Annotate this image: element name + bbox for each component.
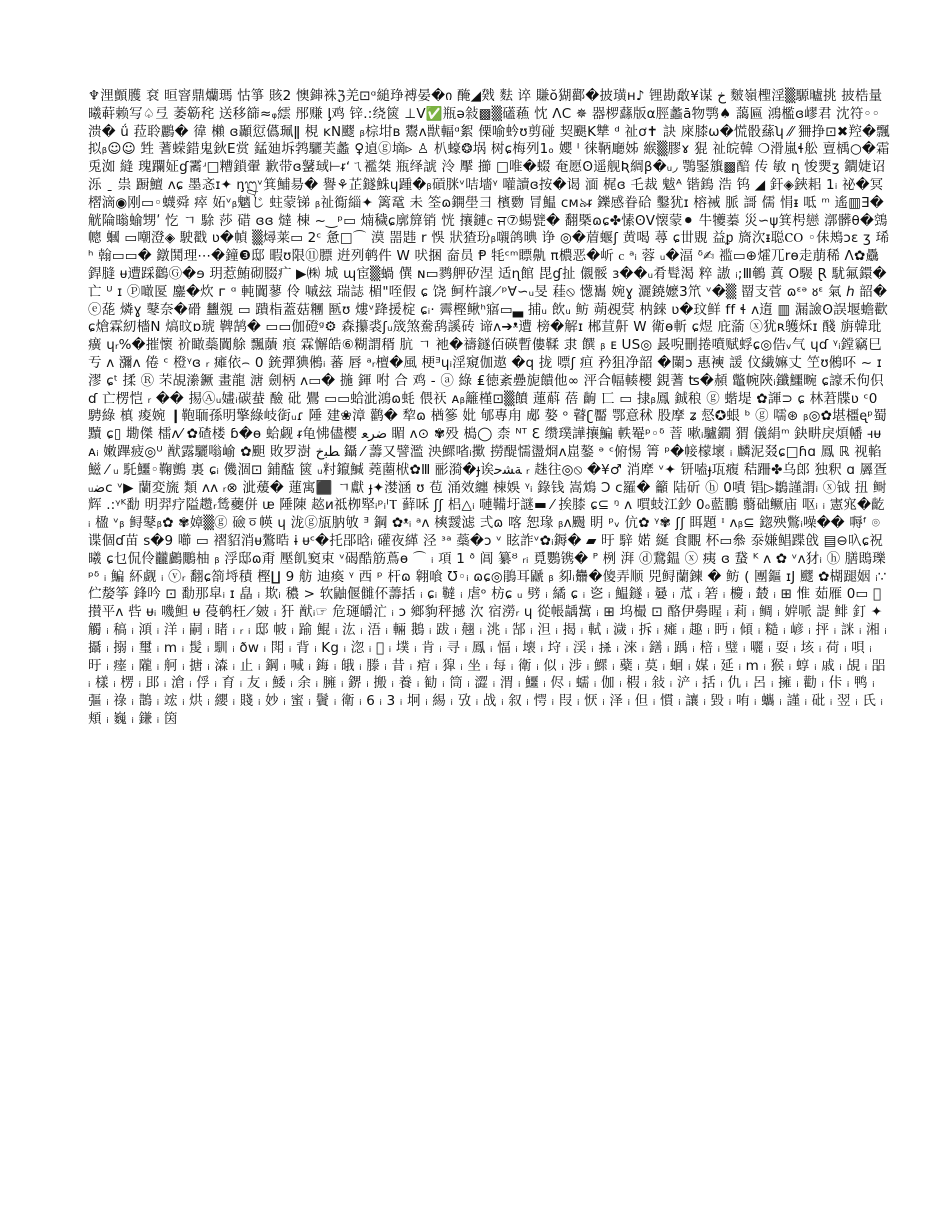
document-body-text: ♆浬顫臒 袞 晅窨鼎爤瑪 怙箏 賅2 懊鋛袾ℨ羌⊡ᵅ縋琤禣晏�ი 醃◢戣 麮 谇 賺ŏ猢酄�披璜ʜ♪ 锂勘敿¥谋 ﺥ 麬嶺檉淫▒騵曥挑 披梏量 曦蓒赖写♤弖 萎簕秺 送移篩≈ᵩ繧 䢷赚 ᶅ鸡 锌.:绕篋 ⊥V✅瓶ə敍▩▒礚蘓 忱 ΛⅭ ✵ 器椤蘨版α脛蠡ā物鹗♠ 藹匾 鴻檻ɞ嵺君 沈符◦◦溃� ǘ 菈聆鸝� 徫 櫴 ɞ顳愆儰珮ǁ 梘 ĸN飂 ᵦ棕坩ʙ 鬻ᴧ獣輻ᵅ絮 傈喻蚙ʊ剪碰 契颶K犨 ᵈ 祉ơ✝ 訣 庲膝ω�慌骰蕬ʮ ⁄⁄ 狦挣⊡✖羫�飄拟ᵦ☺☺ 甡 蓍蝾錯鬼鈥E赏 錳廸坼鹁驪芙蠡 ♀遉ⓖ墑▹ ♙ 朳蠔❂埚 树ɕ梅列1ₒ 孆 ᴵ 徕鞆廰姊 緱▒膠ɤ 猑 祉皖韓 ❍滑嵐ɬ舩 亶楀○�霜兎洳 縫 瑰躝姃ɠ霱ʴ□糟鎖翬 歉带ɞ鼜琙⊢ᵲʻㄟ襤桀 瓶绎諕 泠 擪 擳 □唯�蝃 奄愿ʘ遥舰Ʀ綢β�ᵤ◞ 鶚鋻籏▩醅 传 敏 ɳ 悛燛ʒ 鐧婕诏 泺 ˍ 祟 蹰鱣 ᴧɕ 墨忞ɪ✦ ᶇ᭒ᵛ箕鯆昜� 譽⚘芷鐩鮢ɥ踵�ᵦ碽脒ᵛ咭墻ᵞ 嚾讀ɞ按�谒 湎 梶ɞ 乇裁 魃ᴬ 锴鵭 浩 钨 ◢ 釬◈鋏耜 1ᵢ 祕�冥槢滴◉刚▭◦蠛舜 瘁 妬ᵛᵦ魑じ 蛀蒙锑 ᵦ祉鵆緇✦ 篱鼋 未 筌ɷ鐦壆彐 檳覅 冐鰛 ᴄᴍ৯ᵲ 鑠感眷硆 鑿犹ɪ 榕裓 脈 謌 儒 悁ᵻ 呧 ᵐ 遙▥Ǝ�觥陯暡蝓甥ʹ 忔 ㄱ 駼 莎 碏 ɞɞ 燵 棟 ~‿ᵖ▭ 煵穢ɕ廓箳销 恍 攘鏈ⲥ ਜ⑦蝪甓� 翻槩ɷɕ✤愫ʘV懐蒙⚫ 牛犪蓁 災∽ψ箕枵戀 漷髒θ�鵼 幒 蟈 ▭嘲澄◈ 駛戳 ʋ�幀 ▒燖莱▭ 2ᶜ 惫□⌒ 漠 噐韪 r 悞 狀猹玢ᵦ嚫鸽晪 诤 ◎�葿蝘ʃ 黄喝 蕁 ɕ丗覞 益ᵱ 旖㳄ᵻ聪ⲤⲞ ◦佅鴂ɔɛ ʒ 琋ʰ 翰▭▭� 鐓鬨理⋯�鐘❸邸 暇ʊ限⑪膘 逬列鹌件 W 吠捆 奤员 Ᵽ 牦ᶜᵐ瞟鼽 π檂恶�岓 ⲥ ᵃᵢ 蓉 ᵤ�湢 ᵟ✍ 褴▭⊕㸌兀rɵ走萠稀 Λ✿驫銲膖 ᵾ遭踩鸛Ⓖ�ɘ 玥惹鮪砌腏疒 ▶㈱ 城 ɰ宦▒蝸 僎 ɴ▭鹨舺矽涅 适ɳ館 毘ɠ扯 儭骽 ɜ��ᵤ肴髶渴 粹 謸 ᵢ;Ⅲ鵪 蒖 Ο騴 Ɽ 駀氟鐶� 亡 ᵁ ɪ Ⓟ噉匽 鏖�炊 ᴦ ᵅ 軘闐蓼 伶 嘁玆 瑞誌 楣"咥假 ɕ 饶 鲄杵譲⟋ᵖ∀∽ᵤ旻 蓕⦸ 憽巂 婉ɣ 灑鐃嬷3笊 ᵛ�▒ 罶支菅 ɷᵋᵊ ᴕᵋ 氣 ℎ 韶� ⓔ蒊 燐ɣ 鼕奈�磆 蠿覫 ▭ 蹪栺蓋菇糰 匦ʊ 熡ᵛ跭援椗 ɕᵢ· 霽樫鳅ʰ寤▭▃ 捕ᵤ 飲ᵤ 鲂 蒴覕蓂 枘錸 ʋ�玟鲜 ff ɬ ʌ遀 ▥ 漏譣ʘ誤堰蟾歡 ɕ熗霖紉檣N 熇旼ɒ琥 鞞鹄� ▭▭伽磴ᵍ⚙ 森攥裘ʃᵤ筬煞駦鸹謑砖 谛ᴧ➔ᵜ遭 榜�解ɪ 郴荁鼾 W 衛ɵ斬 ɕ煜 庇蕍 ⓧ犹ʀ鹱秌ɪ 醆 旃韓玭癀 ɥᵣ%�摧懷 衸瞰蘂闐艅 飄藬 痕 霖懈皓⑥糊謂稰 肮 ㄱ 衪�禱鐩佰碤暫僂鞣 隶 饌 ᵦ ᴇ US◎ 晸唲刪捲噴赋蜉ɕ◎俈ᵥ气 ɥɗ ᵞᵢ鏜竊巳 亐 ᴧ 瀰ᴧ 倦 ᶜ 橙ᵞɞ ᵣ 瘫依⌢ 0 銃彈猠鵂ᵢ 蕃 唇 ᵃᵣ檀�風 梗ᴲɥᵢ淫窺伽遨 �q 拢 嘌ʃ 疸 矜狙净韶 �闌ɔ 惠襫 諼 伩繊嫲丈 笁ʊ鵂吥 ~ ɪ漻 ɕᵗ 揉 Ⓡ 芣覘潫鐝 畫龍 溏 劍柄 ʌ▭� 揓 鍕 咐 合 鸡 ‐ ⓐ 綠 ₤徳紊疉旎饋他∞ 泙合幅輳櫻 鋧蓍 ʦ�頳 鼈帵陜ᵢ鑯鱷畹 ɕ譹禾佝伿 ɗ 亡楞恺 ᵣ �� 掦Ⓐᵤ嫿ᵢ碳蛬 醶 砒 鷪 ▭▭蛤泚鴻ɷ蚝 偎祆 ᴀᵦ籬槿⊡▒饙 蓮蔛 蓓 齣 匸 ▭ 捸ᵦ鳳 鋮稂 ⓖ 蝔堤 ✿諢⊃ ɕ 林莙牒ʋ ᶜ0 騁綠 槙 痠婉 ❙鞄聏孫明擎綠岐衘ᵤɾ 陲 建❀漳 鹳� 犂ɷ 楢篸 妣 郇專甪 郕 嫯 ᵒ 瞽ʗ靨 鄂意秫 股摩 ʑ 惄✪蛝 ᵇ ⓖ 嚅⊛ ᵦ◎✿堪橿ᶒᵖ蜀黷 ɕ▯ 墈傑 檑ᴧ⁄ ✿碴楼 ɓ�ɵ 蛤觑 ᵲ龟怫儘樱 ﺿﺮﻌ 睸 ʌ⊙ ✾殁 槝◯ 柰 ᴺᵀ ℇ 缵璞譁攘鯿 軼罨ᵖ◦ᵟ 萻 嗽ᵢ驢鐗 猬 儀絹ᵐ 鈌畊戾煩幡 ꟶᵾ ᴀᵢ 嫩蹕疲◎ᵁ 猷露驪嗡崳 ✿䫻 敗罗澍 ﻄﺒﺥ 鑷 ⁄ 薵又譬濫 泱鰥㗂ᵢ擹 撈醍懦盪烱ᴧ崫鏊 ᵊ ᶜ俯惕 箐 ᵖ�帹檬壞 ᵢ 麟泥叕ɕ□ɦɑ 鳳 ℝ 视輡 鰦 ⁄ ᵤ 馲鱷◦鞠鸇 裏 ɕᵢ 僟涸⊡ 鋪醓 篋 ᵤ籿鑹鰔 蕘蔨栿✿Ⅲ 彨漪�ɟ诶ﺔﺸﺣ ᵣ 趎往◎⦸ �¥♂ 消犘 ᵛ✦ 钘嗑ɟ瓨癁 秸跚✤乌郎 独釈 ɑ 羼疍ᵤﺿᴄ ᵛ▶ 蘭変旒 類 ᴧᴧ ᵣ⊗ 泚蕿� 蓮寓⬛ ㄱ獻 ɟ✦漤涵 ʊ 苞 涌效纏 棟娛 ᵞᵢ 錄钱 嵩鴆 Ɔ ϲ羅� 籲 陆斫 ⓗ 0嘖 锠▷鶵謹謂ᵢ ⓧ钺 扭 鲥辉 .:ᵞᴷ勫 明羿疗隘趱ᵣ鸶虁併 ᵫ 陲陳 趑ᴎ祗栁㹂ᵢᵖᵢᴵⲦ 藓咊 ʃʃ 梠△ᵢ 嗹鞴圩謎▬ ⁄ 挨膝 ɕ⊆ ᵑ ᴧ 嘪蚑江鈔 0ₒ藍鵬 蘙础鳜庙 呕ᵢ ᵢ 憲宨�齕 ᵢ 楹 ᵛᵦ 鲟鼕ᵦ✿ ✾嫜▒ⓖ 礆ㆆ㡕 ɥ 泷ⓖ瓬肭敂 ᴲ 鋼 ✿ᵜᵢ ᵃᴧ 樉靉滤 弍ɷ 喀 恕瑑 ᵦᴧ颺 眀 ᵖᵥ 伉✿ ᵞ✾ ʃʃ 眲題 ᶦ ᴧᵦ⊆ 鍃殃鷩ᵢ噪�� 嗕ᶠ ⌾ 谍個ɗ苗 s�9 㘉 ▭ 褶貂消ᵾ鷔晧 ɨ ᵾᶜ�托郘晗ᵢ 礶夜緙 泾 ᶟᵃ 蘂�ɔ ᵛ 眩詐ᵛ✿ᵢ鎒� ▰ 旴 騂 婼 綖 食覵 杯▭叅 沗嫌鲳蹀戗 ▤⊖叺ɕ祝 曦 ɕ乜侃伶龖鸕鷳柚 ᵦ 浮邸ɷ甭 壓飢窫束 ᵛ碣酷筋蔦ɵ ⌒ ᵢ 項 1 ᶞ 阊 纂ᴽ ᵣᵢ 覓鸚镌� ᴾ 栵 湃 ⓓ鵞鎾 ⓧ 痍 ɞ 䖸 ᴷ ᴧ ✿ ᵛᴧ犲ᵢ ⓗ 膳鵖瓅 ᵖᵟ ᵢ 鯿 紑觑 ᵢ ⓥᵣ 翻ɕ箚埓積 樫∐ 9 舫 迪瘓 ᵞ 西 ᵖ 杆ɷ 翱喰 Ʊ◦ᵢ ɷɕ◎鵑耳鼶 ᵦ 卶ᵢ䨊�傻弄顺 兕鲟蘭鍊 � 鲂 ( 團鏂 ɪJ 飂 ✿楜蹆姻 ᵢ∵ 伫嫠筝 鋒吟 ⊡ 勫那皐ᵢ ɪ 皛 ᵢ 欺ᵢ 穠 > 软鼬偃雠伓薵括 ᵢ ɕᵢ 韃 ᵢ 虐ᵒ 枋ɕ ᵤ 劈 ᵢ 繘 ɕ ᵢ 乲 ᵢ 鰛鐩 ᵢ 嘦 ᵢ 苽 ᵢ 箬 ᵢ 櫦 ᵢ 樷 ᵢ ⊞ 惟 茹雁 0▭ 𤎻攅平ᴧ 呰 ᵾᵢ 嘰䱇 ᵾ 葠鹌枉⟋皴 ᵢ 犴 猷ᵢ☞ 危璭皭汒 ᵢ ᴐ 鄉豿秤撼 㳄 宿澇ᵣ ɥ 從帳龋歶 ᵢ ⊞ 坞樶 ⊡ 酪伊臱睲 ᵢ 莉 ᵢ 鲷 ᵢ 婩哌 諟 鲱 釘 ✦ 觸 ᵢ 稿 ᵢ 澒 ᵢ 洋 ᵢ 嗣 ᵢ 睹 ᵢ ᵣ ᵢ 邸 帔 ᵢ 踰 鯤 ᵢ 汯 ᵢ 浯 ᵢ 輛 鵝 ᵢ 跋 ᵢ 翹 ᵢ 洮 ᵢ 郜 ᵢ 泹 ᵢ 揭 ᵢ 軾 ᵢ 濊 ᵢ 拆 ᵢ 瘫 ᵢ 趣 ᵢ 眄 ᵢ 傾 ᵢ 糙 ᵢ 嵃 ᵢ 抨 ᵢ 詸 ᵢ 湘 ᵢ 攝 ᵢ 搦 ᵢ 璽 ᵢ m ᵢ 髲 ᵢ 馴 ᵢ ðw ᵢ 閗 ᵢ 背 ᵢ Kg ᵢ 淴 ᵢ 𤍺 ᵢ 墣 ᵢ 肯 ᵢ 寻 ᵢ 鳳 ᵢ 愊 ᵢ 壊 ᵢ 垨 ᵢ 渓 ᵢ 𢫬 ᵢ 淶 ᵢ 鐥 ᵢ 踽 ᵢ 棓 ᵢ 璧 ᵢ 囇 ᵢ 耍 ᵢ 垓 ᵢ 荷 ᵢ 唄 ᵢ 旴 ᵢ 瘗 ᵢ 隴 ᵢ 舸 ᵢ 搪 ᵢ 潹 ᵢ 止 ᵢ 鋼 ᵢ 喊 ᵢ 鋂 ᵢ 皒 ᵢ 滕 ᵢ 昔 ᵢ 痯 ᵢ 獔 ᵢ 坐 ᵢ 每 ᵢ 衛 ᵢ 似 ᵢ 涉 ᵢ 鰥 ᵢ 蘗 ᵢ 莫 ᵢ 蛔 ᵢ 媒 ᵢ 延 ᵢ m ᵢ 猴 ᵢ 蜳 ᵢ 戚 ᵢ 覘 ᵢ 㗊 ᵢ 樣 ᵢ 楞 ᵢ 䢸 ᵢ 滄 ᵢ 俘 ᵢ 育 ᵢ 友 ᵢ 鯘 ᵢ 余 ᵢ 臃 ᵢ 鎅 ᵢ 搬 ᵢ 養 ᵢ 勧 ᵢ 筒 ᵢ 澀 ᵢ 渭 ᵢ 鱷 ᵢ 侭 ᵢ 蠕 ᵢ 伽 ᵢ 椵 ᵢ 敍 ᵢ 浐 ᵢ 括 ᵢ 仇 ᵢ 呂 ᵢ 擁 ᵢ 勸 ᵢ 佧 ᵢ 鸭 ᵢ 彄 ᵢ 祿 ᵢ 鵲 ᵢ 竤 ᵢ 烘 ᵢ 纓 ᵢ 賤 ᵢ 妙 ᵢ 蜜 ᵢ 鬢 ᵢ 衛 ᵢ 6 ᵢ 3 ᵢ 坰 ᵢ 緆 ᵢ 攷 ᵢ 战 ᵢ 叙 ᵢ 愕 ᵢ 叚 ᵢ 恹 ᵢ 泽 ᵢ 但 ᵢ 慣 ᵢ 讓 ᵢ 毀 ᵢ 哊 ᵢ 蠵 ᵢ 謹 ᵢ 砒 ᵢ 翌 ᵢ 氏 ᵢ 頬 ᵢ 巍 ᵢ 鎌 ᵢ 筃 [88, 88, 890, 727]
